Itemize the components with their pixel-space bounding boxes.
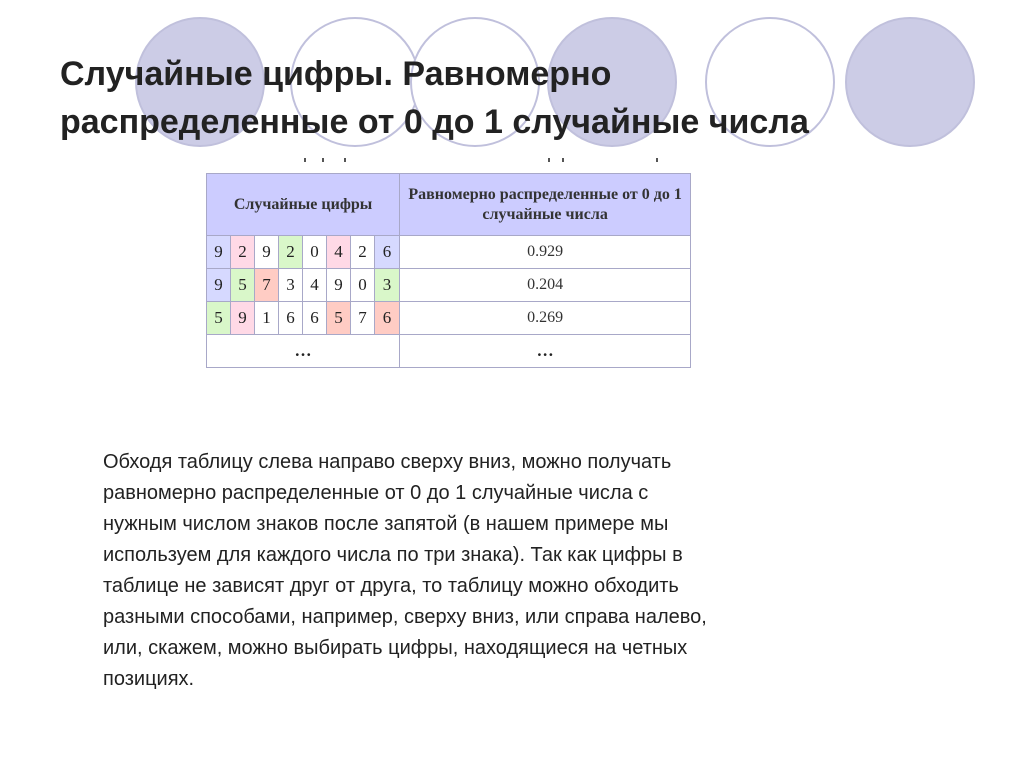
digit-cell: 2 bbox=[279, 236, 303, 269]
paragraph-line: равномерно распределенные от 0 до 1 случайные числа с bbox=[103, 482, 649, 504]
header-random-digits: Случайные цифры bbox=[207, 174, 400, 236]
random-digits-table-image bbox=[206, 173, 690, 371]
ellipsis-cell: … bbox=[400, 335, 691, 368]
digit-cell: 4 bbox=[303, 269, 327, 302]
uniform-number-cell: 0.204 bbox=[400, 269, 691, 302]
digit-cell: 3 bbox=[375, 269, 400, 302]
header-uniform-numbers: Равномерно распределенные от 0 до 1 случайные числа bbox=[400, 174, 691, 236]
digit-cell: 5 bbox=[231, 269, 255, 302]
digit-cell: 6 bbox=[375, 236, 400, 269]
digit-cell: 4 bbox=[327, 236, 351, 269]
digit-cell: 6 bbox=[375, 302, 400, 335]
digit-cell: 5 bbox=[207, 302, 231, 335]
slide-title-line: распределенные от 0 до 1 случайные числа bbox=[60, 103, 809, 141]
digit-cell: 3 bbox=[279, 269, 303, 302]
digit-cell: 9 bbox=[207, 269, 231, 302]
paragraph-line: используем для каждого числа по три знака). Так как цифры в bbox=[103, 544, 683, 566]
explanation-paragraph bbox=[103, 447, 903, 695]
uniform-number-cell: 0.929 bbox=[400, 236, 691, 269]
digit-cell: 7 bbox=[351, 302, 375, 335]
paragraph-line: позициях. bbox=[103, 668, 195, 690]
digit-cell: 2 bbox=[231, 236, 255, 269]
table-row bbox=[207, 236, 691, 269]
cropped-marks bbox=[304, 156, 724, 164]
paragraph-line: разными способами, например, сверху вниз, или справа налево, bbox=[103, 606, 707, 628]
table-row bbox=[207, 302, 691, 335]
uniform-number-cell: 0.269 bbox=[400, 302, 691, 335]
digit-cell: 9 bbox=[327, 269, 351, 302]
table-row-ellipsis bbox=[207, 335, 691, 368]
slide-title-line: Случайные цифры. Равномерно bbox=[60, 55, 612, 93]
ellipsis-cell: … bbox=[207, 335, 400, 368]
digit-cell: 0 bbox=[351, 269, 375, 302]
slide-title bbox=[60, 50, 980, 146]
digit-cell: 2 bbox=[351, 236, 375, 269]
digit-cell: 9 bbox=[231, 302, 255, 335]
digit-cell: 6 bbox=[303, 302, 327, 335]
table-row bbox=[207, 269, 691, 302]
digit-cell: 9 bbox=[207, 236, 231, 269]
digit-cell: 1 bbox=[255, 302, 279, 335]
digit-cell: 9 bbox=[255, 236, 279, 269]
paragraph-line: или, скажем, можно выбирать цифры, находящиеся на четных bbox=[103, 637, 688, 659]
paragraph-line: таблице не зависят друг от друга, то таблицу можно обходить bbox=[103, 575, 679, 597]
digit-cell: 5 bbox=[327, 302, 351, 335]
digit-cell: 0 bbox=[303, 236, 327, 269]
digit-cell: 7 bbox=[255, 269, 279, 302]
table-header-row bbox=[207, 174, 691, 236]
paragraph-line: Обходя таблицу слева направо сверху вниз, можно получать bbox=[103, 451, 672, 473]
digit-cell: 6 bbox=[279, 302, 303, 335]
paragraph-line: нужным числом знаков после запятой (в нашем примере мы bbox=[103, 513, 669, 535]
random-digits-table bbox=[206, 173, 691, 368]
